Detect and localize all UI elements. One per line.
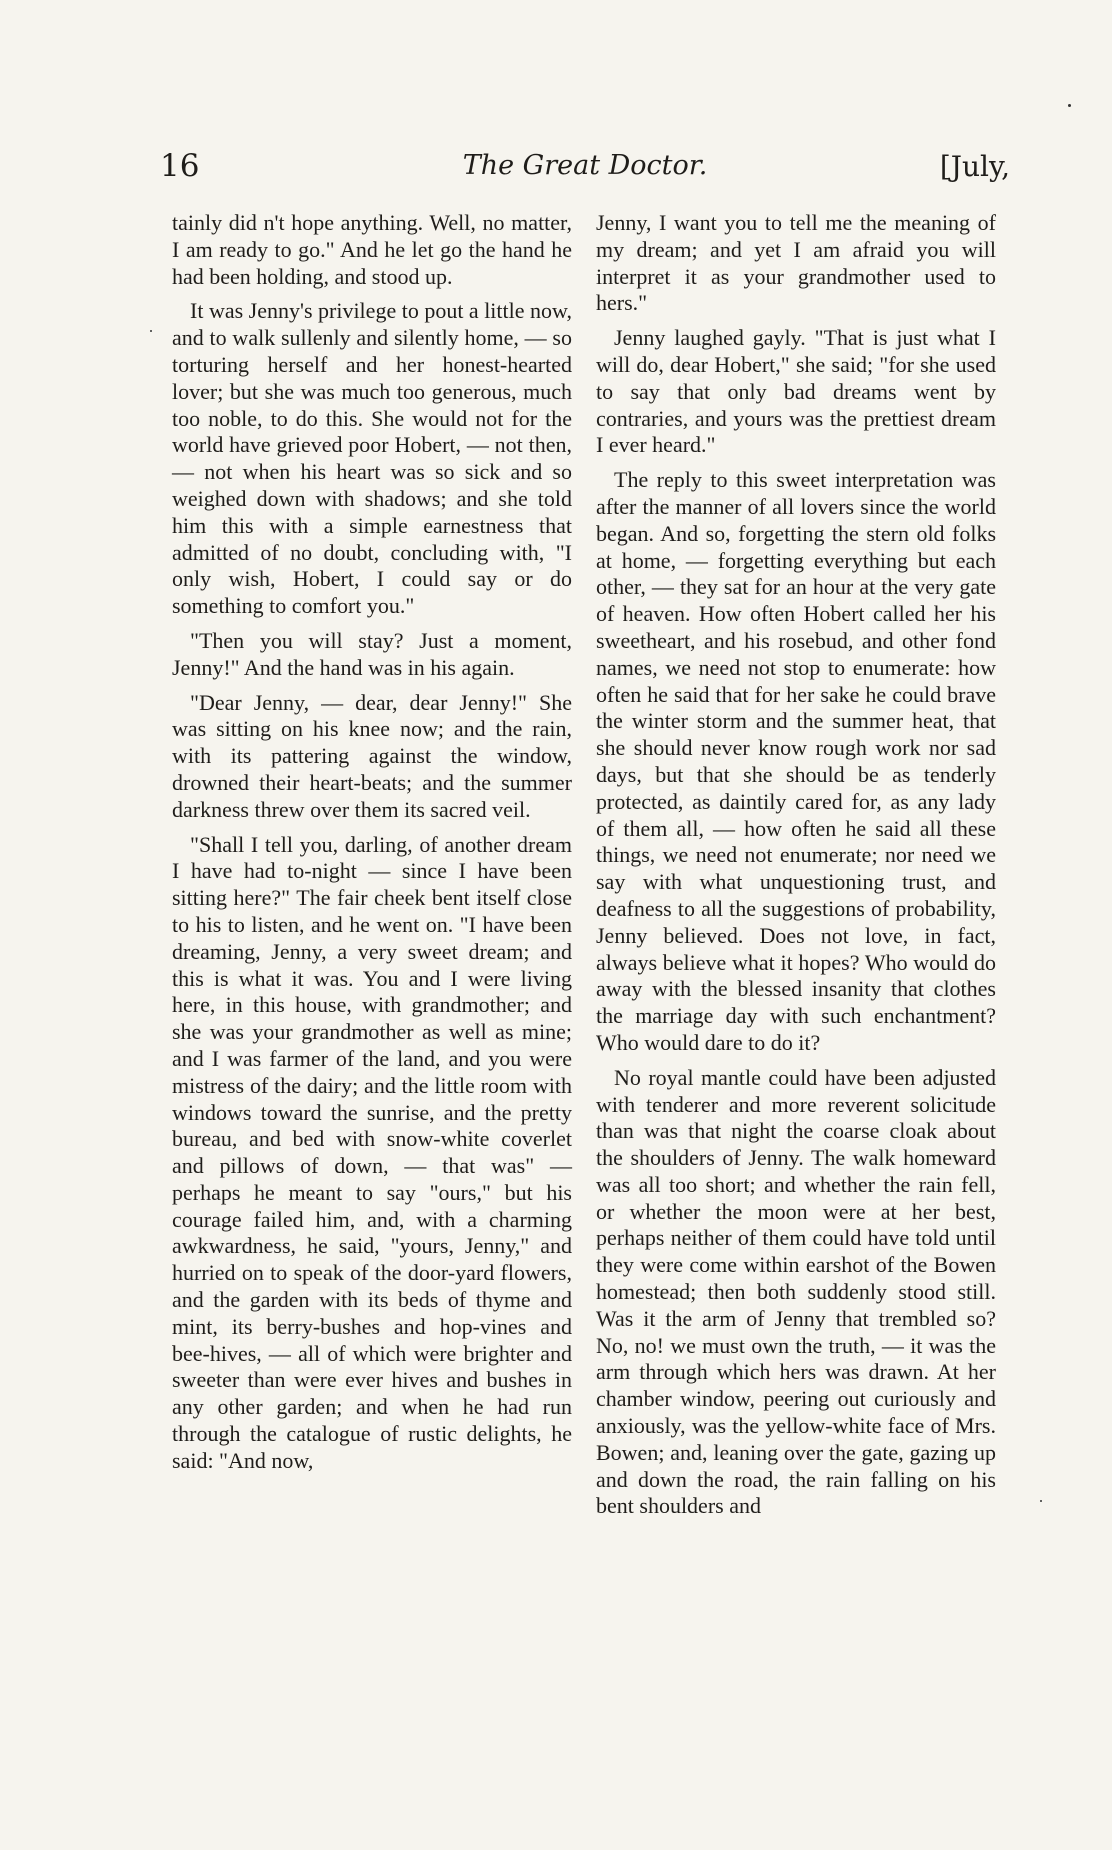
paper-speck <box>1040 1500 1042 1502</box>
paragraph: "Dear Jenny, — dear, dear Jenny!" She was sitting on his knee now; and the rain, with its pattering against the window, drowned their heart-beats; and the summer darkness threw over them its sacred veil. <box>172 689 572 822</box>
page-header <box>160 148 1010 208</box>
paragraph: "Shall I tell you, darling, of another dream I have had to-night — since I have been sitting here?" The fair cheek bent itself close to his to listen, and he went on. "I have been dreaming, Jenny, a very sweet dream; and this is what it was. You and I were living here, in this house, with grandmother; and she was your grandmother as well as mine; and I was farmer of the land, and you were mistress of the dairy; and the little room with windows toward the sunrise, and the pretty bureau, and bed with snow-white coverlet and pillows of down, — that was" — perhaps he meant to say "ours," but his courage failed him, and, with a charming awkwardness, he said, "yours, Jenny," and hurried on to speak of the door-yard flowers, and the garden with its beds of thyme and mint, its berry-bushes and hop-vines and bee-hives, — all of which were brighter and sweeter than were ever hives and bushes in any other garden; and when he had run through the catalogue of rustic delights, he said: "And now, <box>172 831 572 1473</box>
page-number: 16 <box>160 148 200 184</box>
left-column <box>172 210 572 1483</box>
paragraph: The reply to this sweet interpretation was after the manner of all lovers since the world began. And so, forgetting the stern old folks at home, — forgetting everything but each other, — they sat for an hour at the very gate of heaven. How often Hobert called her his sweetheart, and his rosebud, and other fond names, we need not stop to enumerate: how often he said that for her sake he could brave the winter storm and the summer heat, that she should never know rough work nor sad days, but that she should be as tenderly protected, as daintily cared for, as any lady of them all, — how often he said all these things, we need not enumerate; nor need we say with what unquestioning trust, and deafness to all the suggestions of probability, Jenny believed. Does not love, in fact, always believe what it hopes? Who would do away with the blessed insanity that clothes the marriage day with such enchantment? Who would dare to do it? <box>596 467 996 1055</box>
month-label: [July, <box>939 150 1010 183</box>
right-column <box>596 210 996 1528</box>
paragraph: "Then you will stay? Just a moment, Jenny!" And the hand was in his again. <box>172 627 572 680</box>
paper-speck <box>1068 104 1071 107</box>
paragraph: Jenny laughed gayly. "That is just what I will do, dear Hobert," she said; "for she used to say that only bad dreams went by contraries, and yours was the prettiest dream I ever heard." <box>596 325 996 458</box>
paragraph: Jenny, I want you to tell me the meaning of my dream; and yet I am afraid you will interpret it as your grandmother used to hers." <box>596 210 996 316</box>
paragraph: It was Jenny's privilege to pout a little now, and to walk sullenly and silently home, — so torturing herself and her honest-hearted lover; but she was much too generous, much too noble, to do this. She would not for the world have grieved poor Hobert, — not then, — not when his heart was so sick and so weighed down with shadows; and she told him this with a simple earnestness that admitted of no doubt, concluding with, "I only wish, Hobert, I could say or do something to comfort you." <box>172 298 572 619</box>
running-title: The Great Doctor. <box>462 150 708 181</box>
paper-speck <box>150 330 152 332</box>
paragraph: No royal mantle could have been adjusted with tenderer and more reverent solicitude than was that night the coarse cloak about the shoulders of Jenny. The walk homeward was all too short; and whether the rain fell, or whether the moon were at her best, perhaps neither of them could have told until they were come within earshot of the Bowen homestead; then both suddenly stood still. Was it the arm of Jenny that trembled so? No, no! we must own the truth, — it was the arm through which hers was drawn. At her chamber window, peering out curiously and anxiously, was the yellow-white face of Mrs. Bowen; and, leaning over the gate, gazing up and down the road, the rain falling on his bent shoulders and <box>596 1064 996 1519</box>
paragraph: tainly did n't hope anything. Well, no matter, I am ready to go." And he let go the hand he had been holding, and stood up. <box>172 210 572 289</box>
